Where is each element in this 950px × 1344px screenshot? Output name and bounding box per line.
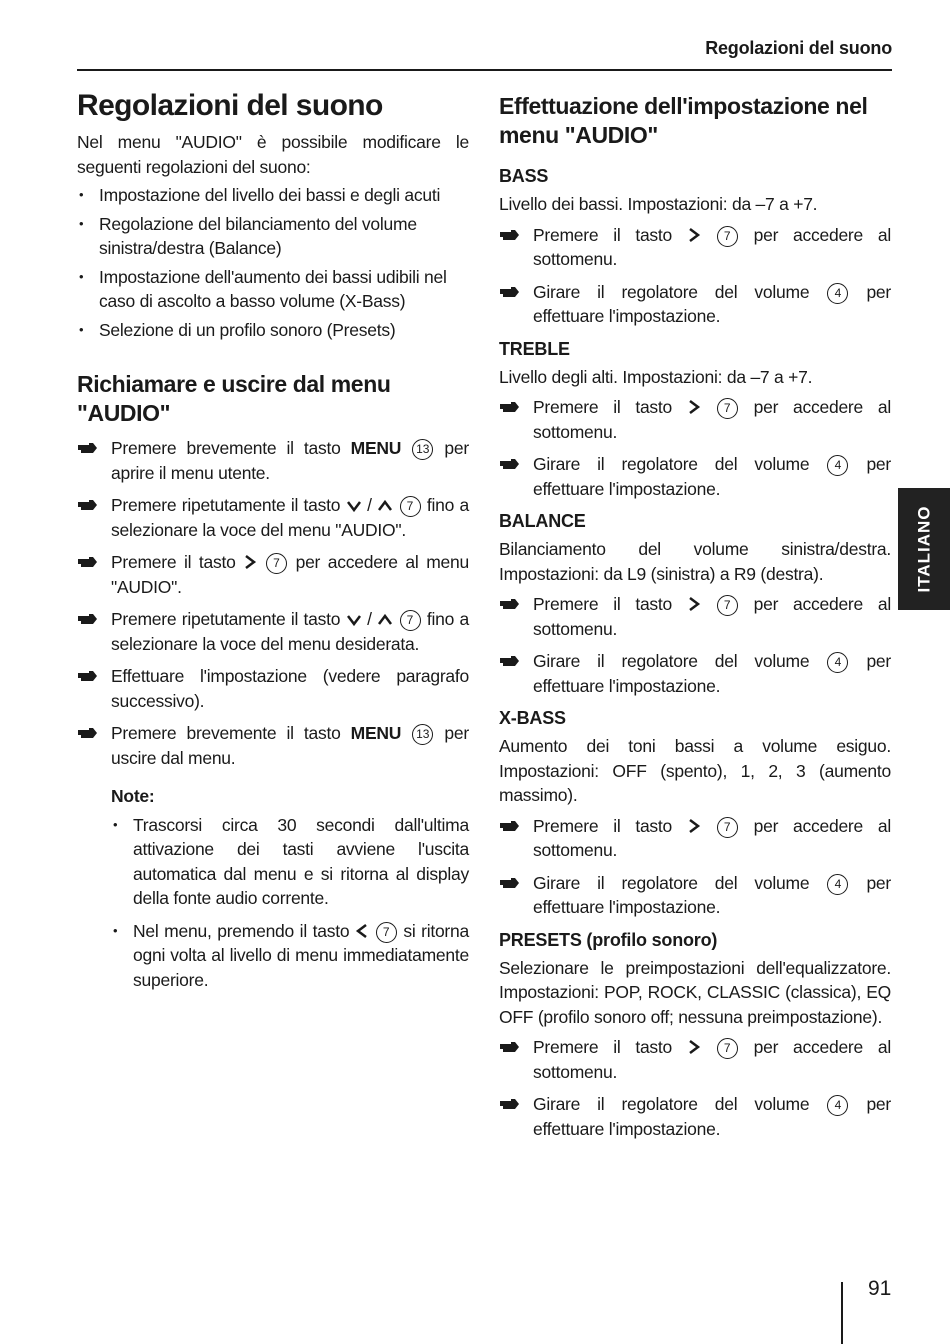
setting-steps: [499, 1035, 891, 1141]
feature-list: [77, 183, 469, 342]
pointing-hand-icon: [499, 1040, 521, 1054]
chevron-up-icon: [377, 499, 393, 513]
step-item: [499, 649, 891, 698]
step-item: [499, 452, 891, 501]
step-item: [77, 607, 469, 656]
pointing-hand-icon: [499, 876, 521, 890]
step-text: Girare il regolatore del volume: [533, 872, 810, 893]
setting-section: [499, 706, 891, 920]
step-text: per effettuare l'impostazione.: [533, 1094, 891, 1139]
pointing-hand-icon: [499, 228, 521, 242]
setting-heading: PRESETS (profilo sonoro): [499, 929, 718, 950]
running-header: Regolazioni del suono: [705, 38, 892, 58]
setting-section: [499, 509, 891, 698]
step-item: [499, 280, 891, 329]
step-text: Premere ripetutamente il tasto: [111, 495, 341, 515]
step-item: [499, 592, 891, 641]
pointing-hand-icon: [77, 441, 99, 455]
button-number-badge: 7: [717, 398, 738, 419]
chevron-down-icon: [346, 613, 362, 627]
note-text: Nel menu, premendo il tasto: [133, 920, 350, 941]
step-text: per accedere al sottomenu.: [533, 224, 891, 269]
button-number-badge: 7: [717, 226, 738, 247]
step-item: [77, 664, 469, 713]
list-item: • Trascorsi circa 30 secondi dall'ultima attivazione dei tasti avviene l'uscita automatica dal menu e si ritorna al display della fonte audio corrente.: [111, 813, 469, 911]
list-item: • Regolazione del bilanciamento del volume sinistra/destra (Balance): [77, 212, 469, 261]
step-item: [499, 1035, 891, 1084]
step-item: [499, 871, 891, 920]
chevron-right-icon: [687, 227, 701, 243]
step-text: per accedere al sottomenu.: [533, 594, 891, 639]
pointing-hand-icon: [499, 400, 521, 414]
step-text: fino a selezionare la voce del menu desiderata.: [111, 609, 470, 654]
list-item: • Impostazione dell'aumento dei bassi udibili nel caso di ascolto a basso volume (X-Bass): [77, 265, 469, 314]
step-text: per accedere al sottomenu.: [533, 815, 891, 860]
page-title: Regolazioni del suono: [77, 89, 383, 122]
step-item: [499, 395, 891, 444]
step-item: [77, 721, 469, 770]
pointing-hand-icon: [77, 555, 99, 569]
setting-steps: [499, 223, 891, 329]
chevron-right-icon: [687, 596, 701, 612]
language-tab: [898, 488, 950, 610]
chevron-down-icon: [346, 499, 362, 513]
key-separator: /: [367, 495, 372, 515]
setting-section: [499, 928, 891, 1142]
step-text: per aprire il menu utente.: [111, 438, 469, 483]
step-text: Premere il tasto: [533, 397, 673, 417]
pointing-hand-icon: [77, 498, 99, 512]
setting-description: Selezionare le preimpostazioni dell'equalizzatore. Impostazioni: POP, ROCK, CLASSIC (classica), EQ OFF (profilo sonoro off; nessuna preimpostazione).: [499, 957, 891, 1027]
chevron-right-icon: [243, 554, 257, 570]
settings-sections: [499, 164, 891, 1141]
page-number: 91: [868, 1277, 892, 1300]
setting-section: [499, 337, 891, 502]
menu-key-label: MENU: [350, 438, 402, 458]
note-list: [111, 813, 469, 993]
setting-description: Livello degli alti. Impostazioni: da –7 a +7.: [499, 366, 813, 387]
button-number-badge: 7: [376, 922, 397, 943]
step-item: [77, 436, 469, 485]
step-text: Girare il regolatore del volume: [533, 1094, 810, 1114]
pointing-hand-icon: [499, 654, 521, 668]
step-text: Premere il tasto: [533, 594, 673, 614]
setting-heading: BALANCE: [499, 511, 586, 531]
right-column: [499, 88, 891, 1149]
chevron-right-icon: [687, 399, 701, 415]
button-number-badge: 7: [717, 817, 738, 838]
step-item: [499, 1092, 891, 1141]
pointing-hand-icon: [499, 1097, 521, 1111]
button-number-badge: 13: [412, 724, 433, 745]
knob-number-badge: 4: [827, 1095, 848, 1116]
setting-description: Aumento dei toni bassi a volume esiguo. Impostazioni: OFF (spento), 1, 2, 3 (aumento massimo).: [499, 736, 891, 805]
pointing-hand-icon: [77, 726, 99, 740]
step-text: Premere ripetutamente il tasto: [111, 609, 341, 629]
setting-description: Bilanciamento del volume sinistra/destra. Impostazioni: da L9 (sinistra) a R9 (destra).: [499, 539, 891, 584]
step-text: Premere il tasto: [533, 224, 673, 245]
step-item: [499, 223, 891, 272]
chevron-up-icon: [377, 613, 393, 627]
knob-number-badge: 4: [827, 455, 848, 476]
step-text: fino a selezionare la voce del menu "AUDIO".: [111, 495, 470, 540]
menu-key-label: MENU: [350, 723, 402, 743]
footer-rule: [841, 1282, 843, 1344]
step-text: per effettuare l'impostazione.: [533, 651, 891, 696]
setting-section: [499, 164, 891, 329]
pointing-hand-icon: [77, 612, 99, 626]
header-rule: [77, 69, 892, 71]
setting-description: Livello dei bassi. Impostazioni: da –7 a +7.: [499, 194, 818, 214]
section-title-settings: Effettuazione dell'impostazione nel menu "AUDIO": [499, 93, 868, 148]
step-text: per effettuare l'impostazione.: [533, 872, 891, 917]
knob-number-badge: 4: [827, 283, 848, 304]
open-close-steps: [77, 436, 469, 770]
setting-heading: BASS: [499, 166, 549, 186]
pointing-hand-icon: [499, 597, 521, 611]
step-text: Premere brevemente il tasto: [111, 438, 341, 458]
step-text: Girare il regolatore del volume: [533, 281, 810, 302]
button-number-badge: 7: [400, 610, 421, 631]
list-item: • Selezione di un profilo sonoro (Presets): [77, 318, 469, 343]
step-text: per accedere al sottomenu.: [533, 1037, 891, 1082]
intro-paragraph: Nel menu "AUDIO" è possibile modificare le seguenti regolazioni del suono:: [77, 132, 469, 177]
setting-steps: [499, 814, 891, 920]
step-text: Premere il tasto: [533, 1037, 673, 1057]
step-item: [499, 814, 891, 863]
pointing-hand-icon: [499, 457, 521, 471]
key-separator: /: [367, 609, 372, 629]
chevron-left-icon: [355, 923, 369, 939]
pointing-hand-icon: [499, 285, 521, 299]
setting-heading: TREBLE: [499, 338, 570, 359]
step-text: Girare il regolatore del volume: [533, 651, 810, 671]
step-text: per effettuare l'impostazione.: [533, 454, 891, 499]
pointing-hand-icon: [77, 669, 99, 683]
step-text: per uscire dal menu.: [111, 723, 469, 768]
step-text: Girare il regolatore del volume: [533, 454, 810, 474]
step-text: per accedere al sottomenu.: [533, 397, 891, 442]
knob-number-badge: 4: [827, 874, 848, 895]
step-text: Effettuare l'impostazione (vedere paragrafo successivo).: [111, 666, 469, 711]
knob-number-badge: 4: [827, 652, 848, 673]
pointing-hand-icon: [499, 819, 521, 833]
step-item: [77, 493, 469, 542]
step-text: Premere brevemente il tasto: [111, 723, 341, 743]
step-text: Premere il tasto: [533, 815, 673, 836]
section-title-open-close: Richiamare e uscire dal menu "AUDIO": [77, 371, 391, 426]
chevron-right-icon: [687, 1039, 701, 1055]
left-column: [77, 88, 469, 1000]
setting-steps: [499, 395, 891, 501]
button-number-badge: 7: [400, 496, 421, 517]
button-number-badge: 7: [717, 1038, 738, 1059]
button-number-badge: 7: [266, 553, 287, 574]
step-text: per effettuare l'impostazione.: [533, 281, 891, 326]
step-text: per accedere al menu "AUDIO".: [111, 552, 469, 597]
setting-heading: X-BASS: [499, 708, 566, 728]
note-title: Note:: [111, 786, 155, 806]
chevron-right-icon: [687, 818, 701, 834]
language-tab-label: ITALIANO: [914, 505, 934, 593]
button-number-badge: 7: [717, 595, 738, 616]
note-text: si ritorna ogni volta al livello di menu immediatamente superiore.: [133, 920, 469, 990]
list-item: [111, 919, 469, 993]
setting-steps: [499, 592, 891, 698]
button-number-badge: 13: [412, 439, 433, 460]
list-item: • Impostazione del livello dei bassi e degli acuti: [77, 183, 469, 208]
note-block: [77, 784, 469, 992]
step-text: Premere il tasto: [111, 552, 236, 572]
step-item: [77, 550, 469, 599]
